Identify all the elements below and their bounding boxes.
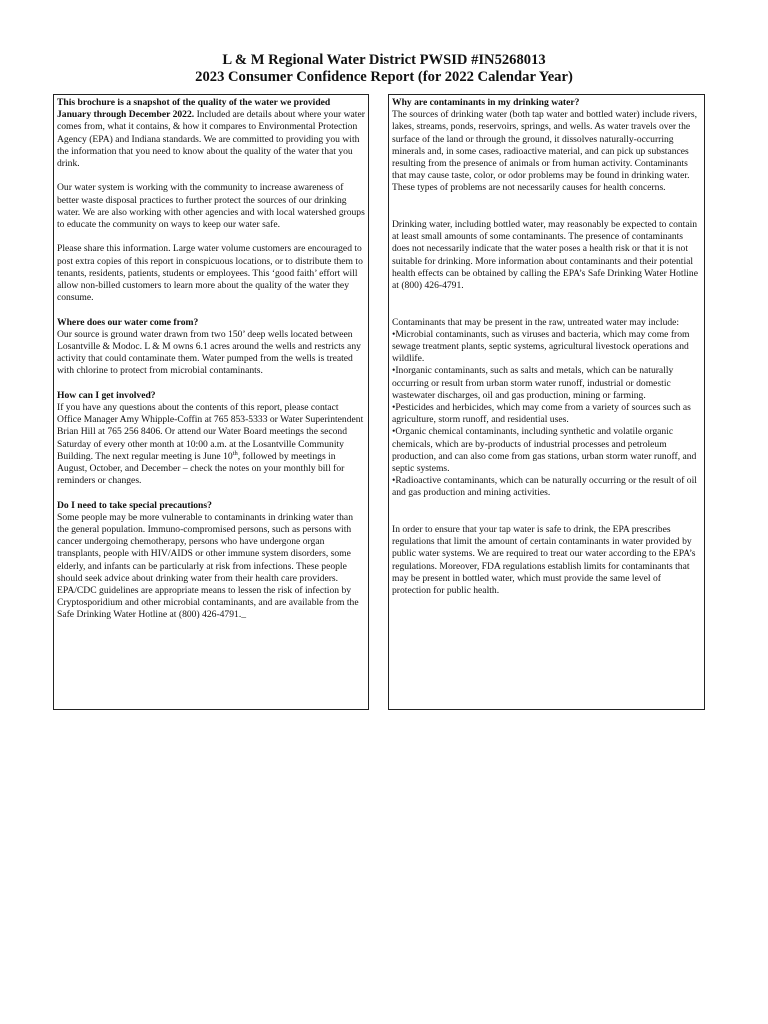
precautions-heading: Do I need to take special precautions? [57, 499, 212, 511]
report-subtitle: 2023 Consumer Confidence Report (for 2022 Calendar Year) [195, 69, 573, 85]
involved-body [57, 402, 365, 487]
involved-heading: How can I get involved? [57, 389, 156, 401]
why-body: The sources of drinking water (both tap water and bottled water) include rivers, lakes, streams, ponds, reservoirs, springs, and wells. As water travels over the surface of the land or through the ground, it dissolves naturally-occurring minerals and, in some cases, radioactive material, and can pick up substances resulting from the presence of animals or from human activity. Contaminants that may cause taste, color, or odor problems may be found in drinking water. These types of problems are not necessarily causes for health concerns. [392, 109, 698, 194]
report-title: L & M Regional Water District PWSID #IN5268013 [222, 52, 546, 68]
right-column [388, 94, 705, 710]
why-heading: Why are contaminants in my drinking water? [392, 97, 580, 108]
contaminant-bullet: •Organic chemical contaminants, including synthetic and volatile organic chemicals, which are by-products of industrial processes and petroleum production, and can also come from gas stations, urban storm water runoff, and septic systems. [392, 426, 697, 475]
contaminant-bullet: •Microbial contaminants, such as viruses and bacteria, which may come from sewage treatment plants, septic systems, agricultural livestock operations and wildlife. [392, 328, 690, 365]
share-paragraph: Please share this information. Large water volume customers are encouraged to post extra copies of this report in conspicuous locations, or to distribute them to tenants, residents, patients, students or employees. This ‘good faith’ effort will allow non-billed customers to learn more about the quality of the water they consume. [57, 243, 363, 304]
community-paragraph: Our water system is working with the community to increase awareness of better waste disposal practices to further protect the sources of our drinking water. We are also working with other agencies and with local watershed groups to educate the community on ways to keep our water safe. [57, 182, 365, 231]
source-heading: Where does our water come from? [57, 316, 199, 328]
contaminant-bullet: •Inorganic contaminants, such as salts and metals, which can be naturally occurring or result from urban storm water runoff, industrial or domestic wastewater discharges, oil and gas production, mining or farming. [392, 365, 674, 401]
involved-body-part2: , followed by meetings in August, October, and December – check the notes on your monthly bill for reminders or changes. [57, 450, 345, 487]
involved-body-part1: If you have any questions about the contents of this report, please contact Office Manager Amy Whipple-Coffin at 765 853-5333 or Water Superintendent Brian Hill at 765 256 8406. Or attend our Water Board meetings the second Saturday of every other month at 10:00 a.m. at the Losantville Community Building. The next regular meeting is June 10 [57, 402, 364, 462]
contaminant-bullet: •Pesticides and herbicides, which may come from a variety of sources such as agriculture, storm runoff, and residential uses. [392, 402, 691, 426]
bottled-water-paragraph: Drinking water, including bottled water, may reasonably be expected to contain at least small amounts of some contaminants. The presence of contaminants does not necessarily indicate that the water poses a health risk or that it is not suitable for drinking. More information about contaminants and their potential health effects can be obtained by calling the EPA’s Safe Drinking Water Hotline at (800) 426-4791. [392, 219, 698, 292]
intro-body: Included are details about where your water comes from, what it contains, & how it compares to Environmental Protection Agency (EPA) and Indiana standards. We are committed to providing you with the information that you need to know about the quality of the water that you drink. [57, 109, 365, 170]
contaminant-bullet: •Radioactive contaminants, which can be naturally occurring or the result of oil and gas production and mining activities. [392, 475, 697, 499]
source-body: Our source is ground water drawn from two 150’ deep wells located between Losantville & Modoc. L & M owns 6.1 acres around the wells and restricts any activity that could contaminate them. Water pumped from the wells is treated with chlorine to protect from microbial contaminants. [57, 328, 361, 377]
epa-regulations-paragraph: In order to ensure that your tap water is safe to drink, the EPA prescribes regulations that limit the amount of certain contaminants in water provided by public water systems. We are required to treat our water according to the EPA’s regulations. Moreover, FDA regulations establish limits for contaminants that may be present in bottled water, which must provide the same level of protection for public health. [392, 524, 696, 597]
intro-heading: This brochure is a snapshot of the quality of the water we provided January through December 2022. [57, 97, 331, 121]
left-column [53, 94, 369, 710]
raw-water-intro: Contaminants that may be present in the raw, untreated water may include: [392, 316, 680, 328]
precautions-body: Some people may be more vulnerable to contaminants in drinking water than the general population. Immuno-compromised persons, such as persons with cancer undergoing chemotherapy, persons who have undergone organ transplants, people with HIV/AIDS or other immune system disorders, some elderly, and infants can be particularly at risk from infections. These people should seek advice about drinking water from their health care providers. EPA/CDC guidelines are appropriate means to lessen the risk of infection by Cryptosporidium and other microbial contaminants, and are available from the Safe Drinking Water Hotline at (800) 426-4791._ [57, 511, 359, 621]
ordinal-suffix: th [232, 449, 238, 457]
